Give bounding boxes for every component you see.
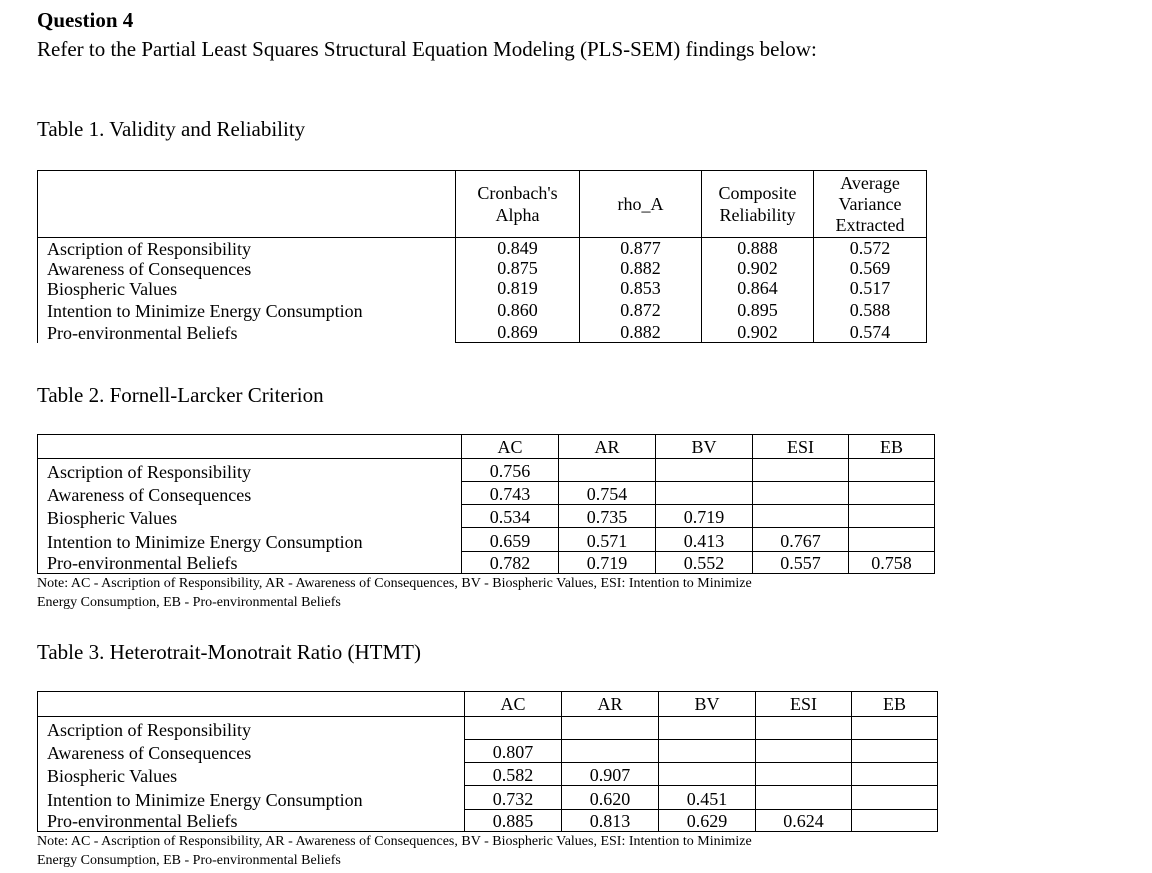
table3-cell: 0.907 bbox=[562, 763, 659, 786]
table3-cell bbox=[756, 786, 852, 810]
table3-note bbox=[37, 833, 867, 870]
table-row bbox=[38, 740, 938, 763]
table3-header-ar: AR bbox=[562, 692, 659, 717]
table-row bbox=[38, 528, 935, 552]
table1-cell: 0.572 bbox=[849, 238, 891, 258]
table1-header-empty bbox=[38, 171, 456, 238]
table3-cell bbox=[465, 717, 562, 740]
table3-cell: 0.624 bbox=[756, 810, 852, 832]
table1-cell: 0.574 bbox=[849, 322, 891, 342]
table3-cell bbox=[562, 717, 659, 740]
table1-cell: 0.895 bbox=[737, 300, 778, 320]
table3-cell: 0.807 bbox=[465, 740, 562, 763]
table2-cell: 0.719 bbox=[656, 505, 753, 528]
table3-cell bbox=[852, 740, 938, 763]
table1-header-composite: Composite Reliability bbox=[702, 171, 814, 238]
table3-cell bbox=[756, 740, 852, 763]
table1-row bbox=[38, 238, 927, 343]
table2-cell bbox=[849, 482, 935, 505]
table2-cell: 0.571 bbox=[559, 528, 656, 552]
table3-htmt bbox=[37, 691, 938, 832]
table3-note-line1: Note: AC - Ascription of Responsibility, AR - Awareness of Consequences, BV - Biospheric Values, ESI: Intention to Minimize bbox=[37, 834, 752, 849]
table-row bbox=[38, 810, 938, 832]
table2-note-line2: Energy Consumption, EB - Pro-environmental Beliefs bbox=[37, 594, 341, 610]
table3-header-esi: ESI bbox=[756, 692, 852, 717]
table2-cell bbox=[849, 459, 935, 482]
table3-cell: 0.732 bbox=[465, 786, 562, 810]
table2-fornell-larcker bbox=[37, 434, 935, 574]
table3-label: Biospheric Values bbox=[38, 763, 465, 786]
table2-cell bbox=[753, 459, 849, 482]
table3-cell bbox=[659, 763, 756, 786]
table3-cell: 0.813 bbox=[562, 810, 659, 832]
table1-label: Intention to Minimize Energy Consumption bbox=[47, 300, 363, 321]
table2-label: Awareness of Consequences bbox=[38, 482, 462, 505]
table3-cell bbox=[852, 786, 938, 810]
table2-label: Biospheric Values bbox=[38, 505, 462, 528]
table1-validity-reliability bbox=[37, 170, 927, 343]
table-row bbox=[38, 505, 935, 528]
table1-cell: 0.872 bbox=[620, 300, 661, 320]
table3-cell: 0.451 bbox=[659, 786, 756, 810]
table3-cell: 0.620 bbox=[562, 786, 659, 810]
table2-cell: 0.557 bbox=[753, 552, 849, 574]
table-row bbox=[38, 552, 935, 574]
table1-cell: 0.882 bbox=[620, 258, 661, 278]
table1-header-cronbach: Cronbach's Alpha bbox=[456, 171, 580, 238]
table2-header-empty bbox=[38, 435, 462, 459]
table3-header-row bbox=[38, 692, 938, 717]
table-row bbox=[38, 459, 935, 482]
table3-note-line2: Energy Consumption, EB - Pro-environmental Beliefs bbox=[37, 852, 341, 868]
table2-label: Ascription of Responsibility bbox=[38, 459, 462, 482]
table3-cell bbox=[852, 717, 938, 740]
table1-header-row bbox=[38, 171, 927, 238]
table3-cell: 0.629 bbox=[659, 810, 756, 832]
table2-cell bbox=[849, 528, 935, 552]
table1-cell: 0.860 bbox=[497, 300, 538, 320]
table-row bbox=[38, 482, 935, 505]
table1-label: Ascription of Responsibility bbox=[47, 238, 251, 259]
table3-cell: 0.582 bbox=[465, 763, 562, 786]
table3-caption: Table 3. Heterotrait-Monotrait Ratio (HTMT) bbox=[37, 640, 421, 664]
table3-header-empty bbox=[38, 692, 465, 717]
table-row bbox=[38, 763, 938, 786]
table1-cell: 0.875 bbox=[497, 258, 538, 278]
table1-cell: 0.902 bbox=[737, 258, 778, 278]
table3-cell: 0.885 bbox=[465, 810, 562, 832]
table1-label: Awareness of Consequences bbox=[47, 258, 252, 279]
table2-cell: 0.659 bbox=[462, 528, 559, 552]
table1-label: Biospheric Values bbox=[47, 278, 178, 299]
table1-caption: Table 1. Validity and Reliability bbox=[37, 117, 306, 141]
table1-cell: 0.819 bbox=[497, 278, 538, 298]
table2-header-eb: EB bbox=[849, 435, 935, 459]
table1-cell: 0.569 bbox=[849, 258, 891, 278]
table3-header-ac: AC bbox=[465, 692, 562, 717]
table2-cell bbox=[753, 482, 849, 505]
table2-label: Intention to Minimize Energy Consumption bbox=[38, 528, 462, 552]
table2-cell: 0.534 bbox=[462, 505, 559, 528]
table1-cell: 0.902 bbox=[737, 322, 778, 342]
table3-label: Awareness of Consequences bbox=[38, 740, 465, 763]
table3-cell bbox=[852, 810, 938, 832]
table3-cell bbox=[756, 717, 852, 740]
table2-cell: 0.413 bbox=[656, 528, 753, 552]
table2-header-ac: AC bbox=[462, 435, 559, 459]
table2-cell: 0.767 bbox=[753, 528, 849, 552]
table2-note-line1: Note: AC - Ascription of Responsibility, AR - Awareness of Consequences, BV - Biospheric Values, ESI: Intention to Minimize bbox=[37, 576, 752, 591]
table2-cell bbox=[656, 482, 753, 505]
table3-label: Ascription of Responsibility bbox=[38, 717, 465, 740]
table3-cell bbox=[562, 740, 659, 763]
question-intro: Refer to the Partial Least Squares Structural Equation Modeling (PLS-SEM) findings below: bbox=[37, 37, 817, 61]
table2-header-row bbox=[38, 435, 935, 459]
table1-cell: 0.864 bbox=[737, 278, 778, 298]
table-row bbox=[38, 786, 938, 810]
table2-cell: 0.719 bbox=[559, 552, 656, 574]
table2-cell bbox=[656, 459, 753, 482]
table1-label: Pro-environmental Beliefs bbox=[47, 322, 238, 343]
table2-header-ar: AR bbox=[559, 435, 656, 459]
table2-cell: 0.782 bbox=[462, 552, 559, 574]
table3-label: Pro-environmental Beliefs bbox=[38, 810, 465, 832]
table2-cell: 0.754 bbox=[559, 482, 656, 505]
table1-cell: 0.517 bbox=[849, 278, 891, 298]
table2-cell bbox=[753, 505, 849, 528]
table1-cell: 0.853 bbox=[620, 278, 661, 298]
table1-cell: 0.869 bbox=[497, 322, 538, 342]
table3-header-bv: BV bbox=[659, 692, 756, 717]
table1-cell: 0.888 bbox=[737, 238, 778, 258]
table3-cell bbox=[852, 763, 938, 786]
table2-cell: 0.743 bbox=[462, 482, 559, 505]
table3-header-eb: EB bbox=[852, 692, 938, 717]
table-row bbox=[38, 717, 938, 740]
table2-cell: 0.552 bbox=[656, 552, 753, 574]
table2-cell: 0.735 bbox=[559, 505, 656, 528]
table1-header-rho: rho_A bbox=[580, 171, 702, 238]
table1-header-ave: Average Variance Extracted bbox=[814, 171, 927, 238]
table2-caption: Table 2. Fornell-Larcker Criterion bbox=[37, 383, 324, 407]
question-title: Question 4 bbox=[37, 8, 134, 32]
table3-cell bbox=[756, 763, 852, 786]
table2-header-esi: ESI bbox=[753, 435, 849, 459]
table1-cell: 0.877 bbox=[620, 238, 661, 258]
table3-cell bbox=[659, 740, 756, 763]
table1-cell: 0.849 bbox=[497, 238, 538, 258]
table1-cell: 0.882 bbox=[620, 322, 661, 342]
table2-cell bbox=[559, 459, 656, 482]
table1-cell: 0.588 bbox=[849, 300, 891, 320]
table3-cell bbox=[659, 717, 756, 740]
table2-cell: 0.756 bbox=[462, 459, 559, 482]
table2-header-bv: BV bbox=[656, 435, 753, 459]
table3-label: Intention to Minimize Energy Consumption bbox=[38, 786, 465, 810]
table2-label: Pro-environmental Beliefs bbox=[38, 552, 462, 574]
table2-note bbox=[37, 575, 867, 612]
table2-cell: 0.758 bbox=[849, 552, 935, 574]
table2-cell bbox=[849, 505, 935, 528]
